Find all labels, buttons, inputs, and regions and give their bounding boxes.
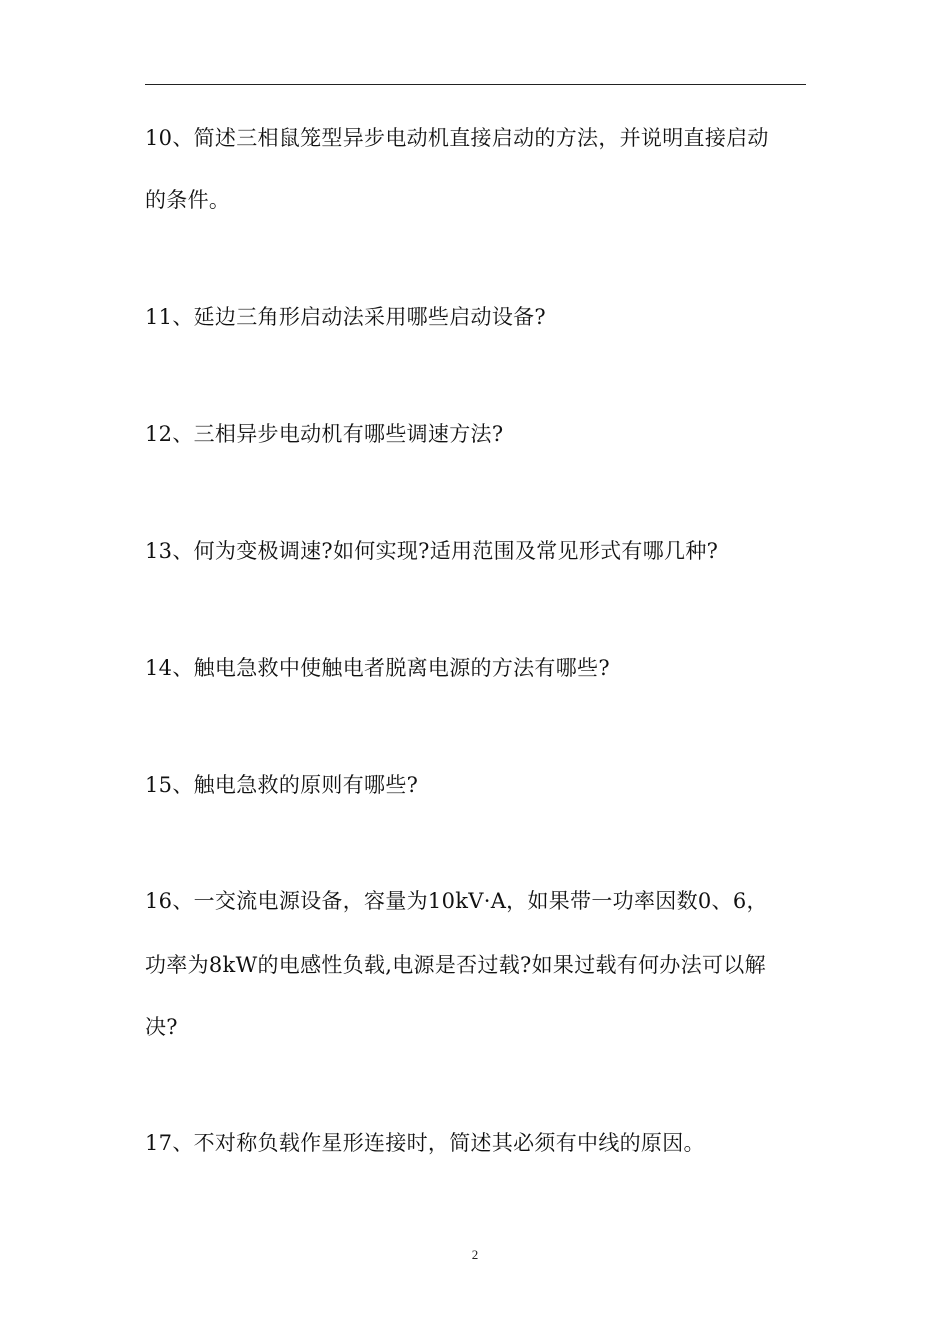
page-number: 2 bbox=[471, 1247, 479, 1262]
question-13-line-1: 13、何为变极调速?如何实现?适用范围及常见形式有哪几种? bbox=[145, 539, 719, 563]
question-16-line-2: 功率为8kW的电感性负载,电源是否过载?如果过载有何办法可以解 bbox=[145, 953, 766, 977]
question-10-line-2: 的条件。 bbox=[145, 188, 231, 212]
question-15-line-1: 15、触电急救的原则有哪些? bbox=[145, 773, 419, 797]
question-11-line-1: 11、延边三角形启动法采用哪些启动设备? bbox=[145, 305, 546, 329]
question-12-line-1: 12、三相异步电动机有哪些调速方法? bbox=[145, 422, 504, 446]
header-rule bbox=[145, 84, 806, 85]
question-14-line-1: 14、触电急救中使触电者脱离电源的方法有哪些? bbox=[145, 656, 610, 680]
question-16-line-1: 16、一交流电源设备，容量为10kV·A，如果带一功率因数0、6， bbox=[145, 889, 768, 913]
question-10-line-1: 10、简述三相鼠笼型异步电动机直接启动的方法，并说明直接启动 bbox=[145, 126, 769, 150]
question-16-line-3: 决? bbox=[145, 1015, 178, 1039]
question-17-line-1: 17、不对称负载作星形连接时，简述其必须有中线的原因。 bbox=[145, 1131, 705, 1155]
